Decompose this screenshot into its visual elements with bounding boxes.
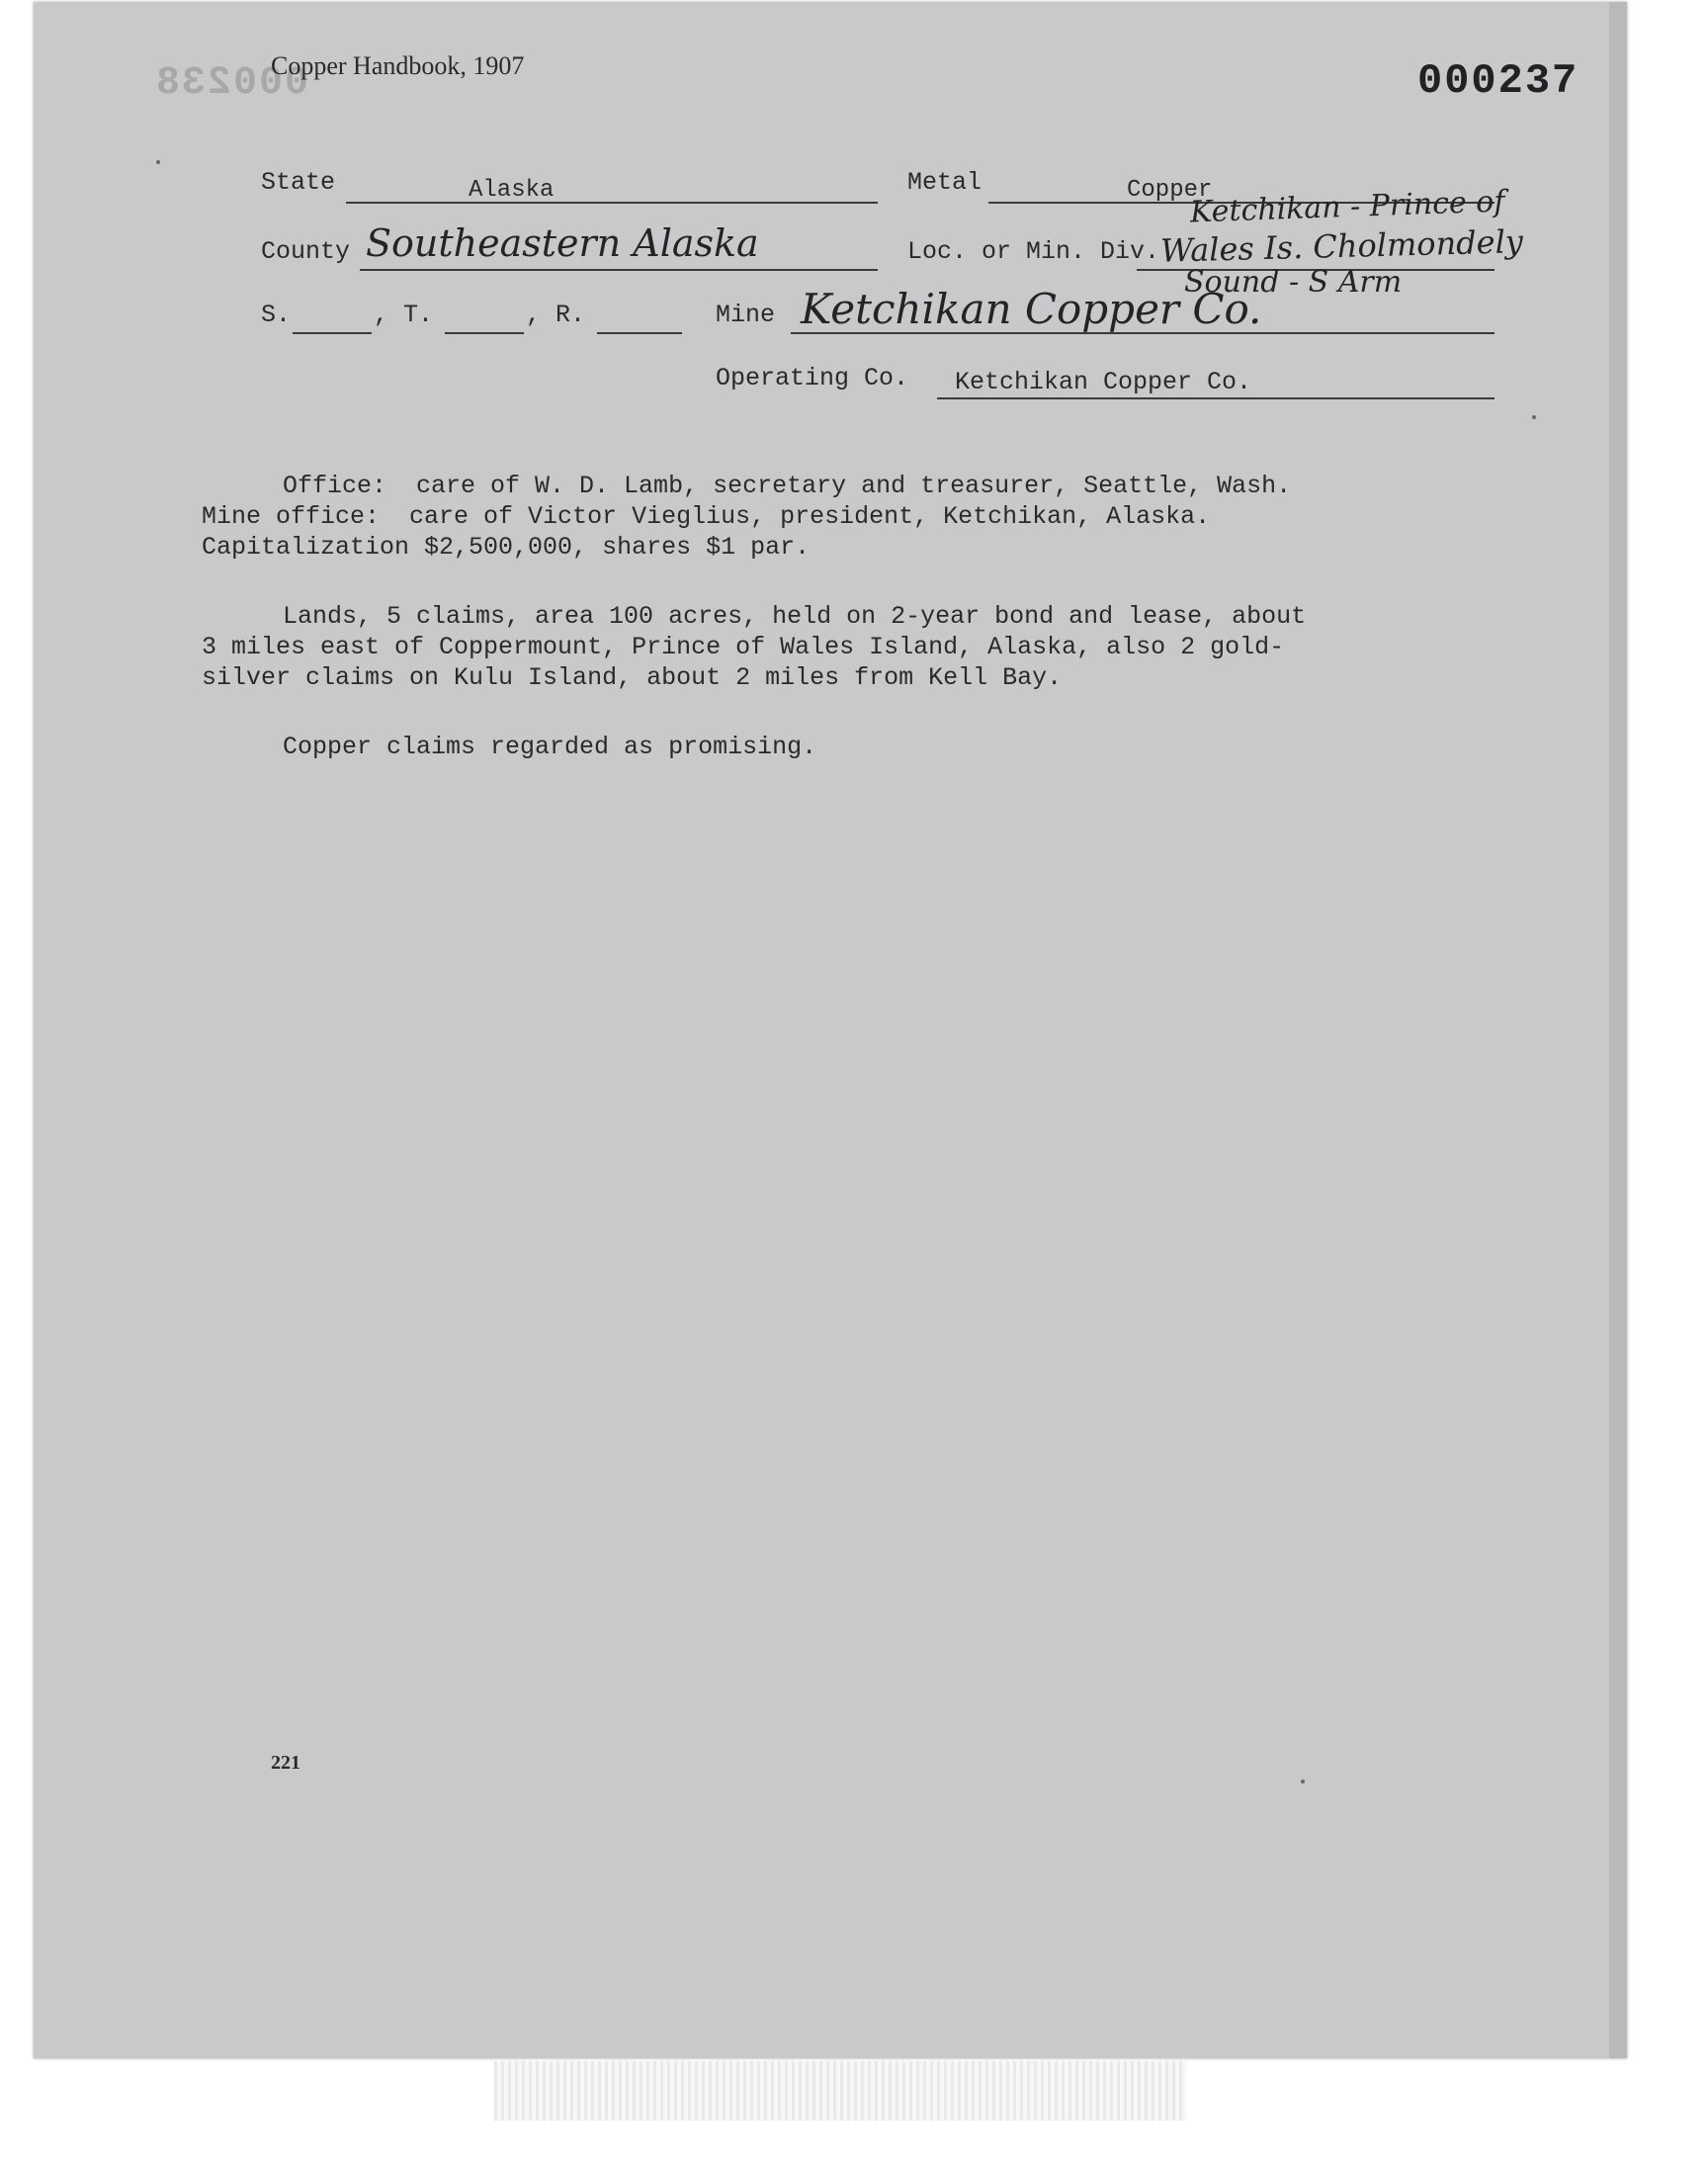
page-number: 221 — [271, 1752, 300, 1774]
township-label: , T. — [374, 301, 434, 329]
loc-value-line1: Ketchikan - Prince of — [1189, 184, 1505, 230]
speck — [1301, 1780, 1305, 1784]
operating-value: Ketchikan Copper Co. — [955, 368, 1252, 396]
county-label: County — [261, 237, 351, 266]
county-value-handwritten: Southeastern Alaska — [366, 221, 759, 265]
capitalization-line: Capitalization $2,500,000, shares $1 par. — [202, 533, 811, 562]
bleed-through-number: 000238 — [154, 61, 309, 106]
county-underline — [360, 269, 878, 271]
operating-label: Operating Co. — [716, 364, 909, 392]
metal-label: Metal — [907, 168, 982, 197]
office-line: Office: care of W. D. Lamb, secretary and treasurer, Seattle, Wash. — [283, 472, 1292, 500]
speck — [156, 160, 160, 164]
section-underline — [293, 332, 372, 334]
loc-value-line2: Wales Is. Cholmondely — [1159, 222, 1524, 270]
operating-underline — [937, 397, 1494, 399]
remarks-line: Copper claims regarded as promising. — [283, 733, 817, 761]
page-edge-shadow — [1609, 2, 1627, 2058]
loc-value-line3: Sound - S Arm — [1184, 265, 1403, 300]
metal-value: Copper — [1127, 177, 1213, 204]
section-label: S. — [261, 301, 292, 329]
lands-line-1: Lands, 5 claims, area 100 acres, held on 2-year bond and lease, about — [283, 602, 1307, 631]
state-underline — [346, 202, 878, 204]
range-underline — [597, 332, 682, 334]
scanner-artifact — [494, 2061, 1186, 2121]
township-underline — [445, 332, 524, 334]
state-label: State — [261, 168, 336, 197]
lands-line-2: 3 miles east of Coppermount, Prince of Wales Island, Alaska, also 2 gold- — [202, 633, 1285, 661]
speck — [1532, 415, 1536, 419]
lands-line-3: silver claims on Kulu Island, about 2 miles from Kell Bay. — [202, 663, 1063, 692]
mine-value-handwritten: Ketchikan Copper Co. — [801, 285, 1262, 333]
source-citation: Copper Handbook, 1907 — [271, 51, 525, 80]
loc-label: Loc. or Min. Div. — [907, 237, 1160, 266]
range-label: , R. — [526, 301, 586, 329]
document-number: 000237 — [1417, 57, 1580, 105]
state-value: Alaska — [469, 177, 555, 204]
mine-label: Mine — [716, 301, 776, 329]
mine-office-line: Mine office: care of Victor Vieglius, president, Ketchikan, Alaska. — [202, 502, 1211, 531]
document-page — [34, 2, 1627, 2058]
